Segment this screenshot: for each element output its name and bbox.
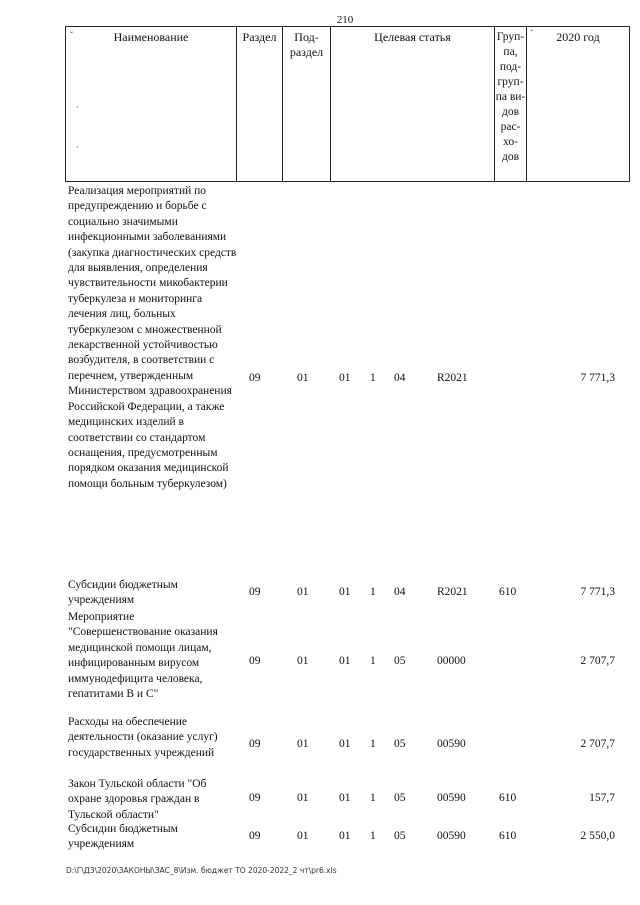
row-group: 610 <box>499 830 517 842</box>
header-name: Наименование <box>113 30 189 44</box>
row-subsection: 01 <box>297 655 309 667</box>
row-amount: 2 550,0 <box>580 830 615 842</box>
row-target-program: 01 <box>339 655 351 667</box>
row-target-subprogram: 1 <box>370 738 376 750</box>
row-target-direction: 00000 <box>437 655 466 667</box>
row-target-direction: R2021 <box>437 586 468 598</box>
header-divider <box>526 26 527 182</box>
row-name: Расходы на обеспечение деятельности (оказание услуг) государственных учреждений <box>68 716 218 759</box>
row-subsection: 01 <box>297 792 309 804</box>
header-top-border <box>65 26 630 27</box>
row-amount: 7 771,3 <box>580 586 615 598</box>
row-section: 09 <box>249 655 261 667</box>
header-divider <box>236 26 237 182</box>
row-target-event: 04 <box>394 586 406 598</box>
file-path-footer: D:\Г\ДЗ\2020\ЗАКОНЫ\ЗАС_8\Изм. бюджет ТО 2020-2022_2 чт\pr6.xls <box>66 866 337 875</box>
row-amount: 7 771,3 <box>580 372 615 384</box>
row-amount: 2 707,7 <box>580 738 615 750</box>
row-target-program: 01 <box>339 586 351 598</box>
row-target-direction: 00590 <box>437 738 466 750</box>
row-target-program: 01 <box>339 792 351 804</box>
row-amount: 157,7 <box>589 792 615 804</box>
row-target-direction: 00590 <box>437 830 466 842</box>
header-divider <box>65 26 66 182</box>
row-subsection: 01 <box>297 372 309 384</box>
row-name: Субсидии бюджетным учреждениям <box>68 579 178 607</box>
row-name: Мероприятие "Совершенствование оказания медицинской помощи лицам, инфицированным вирусом иммунодефицита человека, гепатитами В и С" <box>68 611 218 701</box>
header-target: Целевая статья <box>374 30 451 44</box>
row-subsection: 01 <box>297 830 309 842</box>
row-section: 09 <box>249 792 261 804</box>
row-subsection: 01 <box>297 586 309 598</box>
row-name: Реализация мероприятий по предупреждению и борьбе с социально значимыми инфекционными заболеваниями (закупка диагностических средств для выявления, определения чувствительности микобактерии туберкулеза и мониторинга лечения лиц, больных туберкулезом с множественной лекарственной устойчивостью возбудителя, в соответствии с перечнем, утвержденным Министерством здравоохранения Российской Федерации, а также медицинских изделий в соответствии со стандартом оснащения, предусмотренным порядком оказания медицинской помощи больным туберкулезом) <box>68 185 237 490</box>
scan-speck: ˇ <box>70 30 73 40</box>
header-subsection: Под- раздел <box>289 30 324 59</box>
row-section: 09 <box>249 738 261 750</box>
header-bottom-border <box>65 181 630 182</box>
scan-speck: · <box>76 142 79 152</box>
row-target-program: 01 <box>339 830 351 842</box>
row-target-direction: R2021 <box>437 372 468 384</box>
header-year: 2020 год <box>556 30 600 44</box>
row-section: 09 <box>249 372 261 384</box>
row-target-subprogram: 1 <box>370 586 376 598</box>
header-divider <box>330 26 331 182</box>
row-target-subprogram: 1 <box>370 792 376 804</box>
row-name: Субсидии бюджетным учреждениям <box>68 823 178 851</box>
scan-speck: · <box>76 102 79 112</box>
row-target-subprogram: 1 <box>370 372 376 384</box>
row-target-event: 05 <box>394 738 406 750</box>
header-section: Раздел <box>242 30 277 44</box>
row-subsection: 01 <box>297 738 309 750</box>
row-group: 610 <box>499 586 517 598</box>
header-group: Груп- па, под- груп- па ви- дов рас- хо- дов <box>495 31 526 163</box>
row-target-subprogram: 1 <box>370 655 376 667</box>
header-divider <box>629 26 630 182</box>
row-target-program: 01 <box>339 372 351 384</box>
row-target-direction: 00590 <box>437 792 466 804</box>
row-target-event: 05 <box>394 792 406 804</box>
row-target-event: 04 <box>394 372 406 384</box>
row-name: Закон Тульской области "Об охране здоровья граждан в Тульской области" <box>68 778 207 821</box>
row-group: 610 <box>499 792 517 804</box>
row-section: 09 <box>249 586 261 598</box>
row-target-event: 05 <box>394 655 406 667</box>
row-section: 09 <box>249 830 261 842</box>
page-number: 210 <box>336 14 354 26</box>
row-amount: 2 707,7 <box>580 655 615 667</box>
row-target-subprogram: 1 <box>370 830 376 842</box>
scan-speck: ˇ <box>530 28 533 38</box>
row-target-event: 05 <box>394 830 406 842</box>
row-target-program: 01 <box>339 738 351 750</box>
